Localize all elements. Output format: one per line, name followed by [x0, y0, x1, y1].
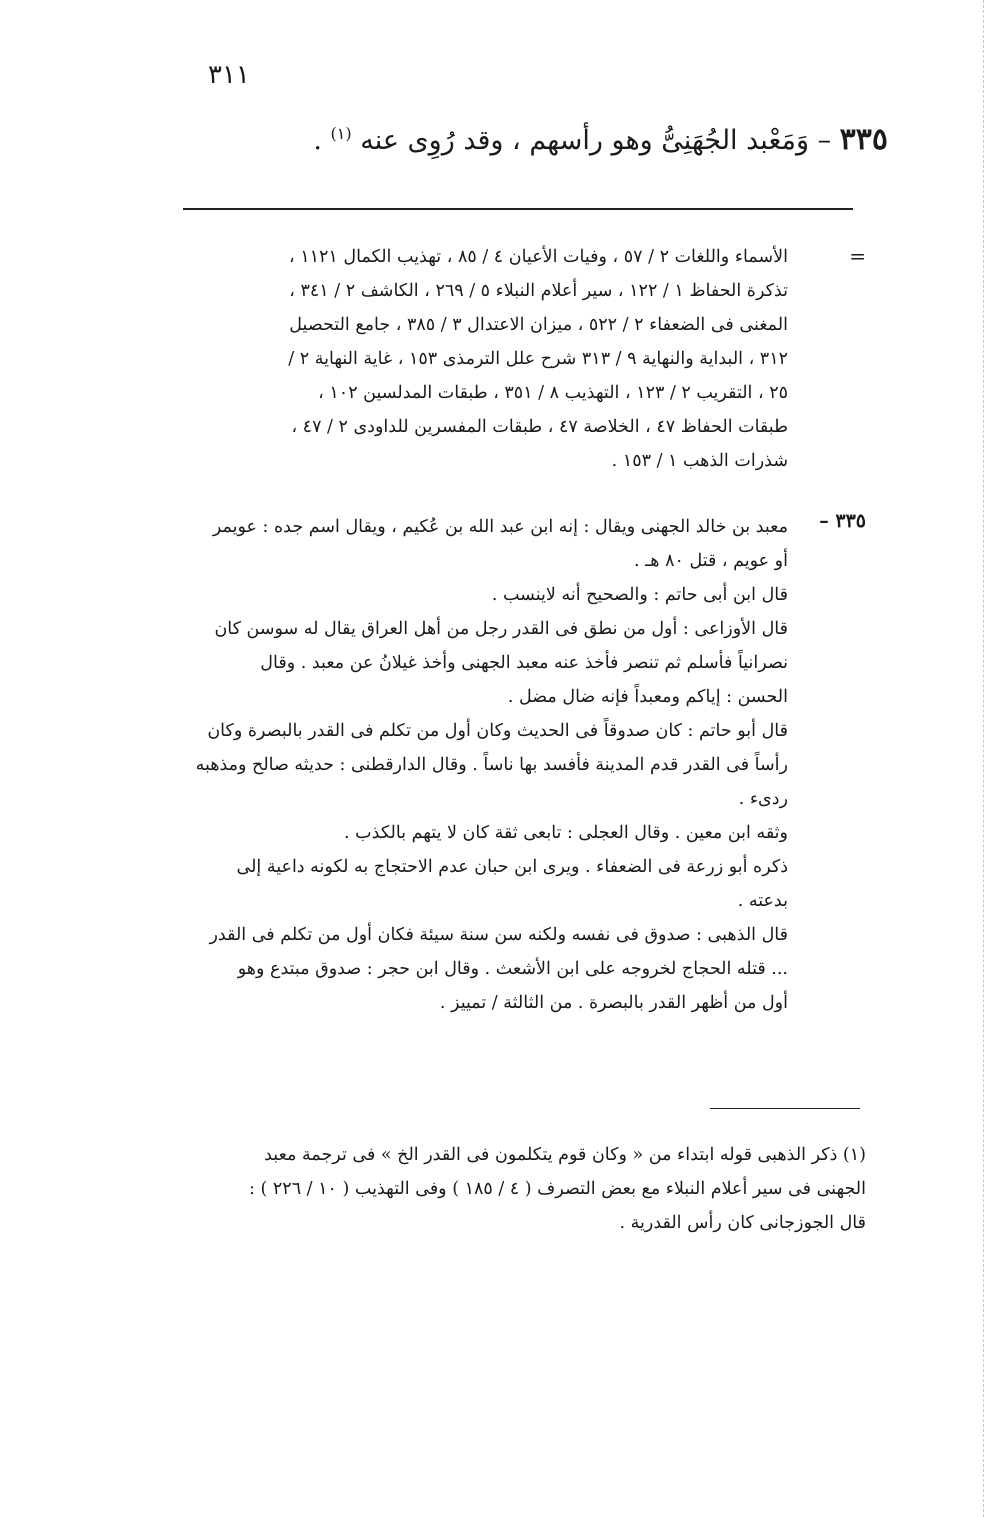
- references-block: [178, 240, 788, 478]
- main-text-divider: [183, 208, 853, 210]
- main-entry: [168, 122, 888, 157]
- footnote-divider: [710, 1108, 860, 1109]
- entry-number: ٣٣٥: [839, 122, 888, 157]
- biography-line: ... قتله الحجاج لخروجه على ابن الأشعث . وقال ابن حجر : صدوق مبتدع وهو: [237, 959, 788, 979]
- reference-line: ٢٥ ، التقريب ٢ / ١٢٣ ، التهذيب ٨ / ٣٥١ ، طبقات المدلسين ١٠٢ ،: [318, 383, 788, 403]
- footnote-line: قال الجوزجانى كان رأس القدرية .: [619, 1213, 866, 1233]
- biography-line: قال ابن أبى حاتم : والصحيح أنه لاينسب .: [491, 585, 788, 605]
- footnote-block: [176, 1138, 866, 1240]
- biography-line: معبد بن خالد الجهنى ويقال : إنه ابن عبد الله بن عُكيم ، ويقال اسم جده : عويمر: [212, 517, 788, 537]
- footnote-reference: (١): [330, 124, 352, 143]
- biography-block: [178, 510, 788, 1020]
- biography-line: نصرانياً فأسلم ثم تنصر فأخذ عنه معبد الجهنى وأخذ غيلانُ عن معبد . وقال: [260, 653, 788, 673]
- reference-line: تذكرة الحفاظ ١ / ١٢٢ ، سير أعلام النبلاء ٥ / ٢٦٩ ، الكاشف ٢ / ٣٤١ ،: [289, 281, 788, 301]
- entry-end: .: [313, 125, 331, 156]
- biography-line: ردىء .: [738, 789, 788, 809]
- entry-dash: –: [808, 125, 840, 156]
- reference-line: الأسماء واللغات ٢ / ٥٧ ، وفيات الأعيان ٤ / ٨٥ ، تهذيب الكمال ١١٢١ ،: [289, 247, 788, 267]
- biography-line: أول من أظهر القدر بالبصرة . من الثالثة / تمييز .: [439, 993, 788, 1013]
- reference-line: المغنى فى الضعفاء ٢ / ٥٢٢ ، ميزان الاعتدال ٣ / ٣٨٥ ، جامع التحصيل: [289, 315, 788, 335]
- biography-line: رأساً فى القدر قدم المدينة فأفسد بها ناساً . وقال الدارقطنى : حديثه صالح ومذهبه: [195, 755, 788, 775]
- reference-line: ٣١٢ ، البداية والنهاية ٩ / ٣١٣ شرح علل الترمذى ١٥٣ ، غاية النهاية ٢ /: [288, 349, 788, 369]
- biography-line: أو عويم ، قتل ٨٠ هـ .: [634, 551, 788, 571]
- entry-text: وَمَعْبد الجُهَنِىُّ وهو رأسهم ، وقد رُوِى عنه: [351, 125, 809, 156]
- biography-line: الحسن : إياكم ومعبداً فإنه ضال مضل .: [507, 687, 788, 707]
- biography-line: قال أبو حاتم : كان صدوقاً فى الحديث وكان أول من تكلم فى القدر بالبصرة وكان: [207, 721, 788, 741]
- bio-entry-number: ٣٣٥ –: [819, 510, 866, 532]
- page-number: ٣١١: [208, 60, 250, 90]
- continuation-mark: =: [849, 244, 866, 268]
- scan-edge-line: [983, 0, 984, 1517]
- footnote-line: الجهنى فى سير أعلام النبلاء مع بعض التصرف ( ٤ / ١٨٥ ) وفى التهذيب ( ١٠ / ٢٢٦ ) :: [249, 1179, 866, 1199]
- footnote-line: (١) ذكر الذهبى قوله ابتداء من « وكان قوم يتكلمون فى القدر الخ » فى ترجمة معبد: [264, 1145, 866, 1165]
- reference-line: طبقات الحفاظ ٤٧ ، الخلاصة ٤٧ ، طبقات المفسرين للداودى ٢ / ٤٧ ،: [291, 417, 788, 437]
- biography-line: ذكره أبو زرعة فى الضعفاء . ويرى ابن حبان عدم الاحتجاج به لكونه داعية إلى: [236, 857, 788, 877]
- reference-line: شذرات الذهب ١ / ١٥٣ .: [611, 451, 788, 471]
- biography-line: قال الذهبى : صدوق فى نفسه ولكنه سن سنة سيئة فكان أول من تكلم فى القدر: [209, 925, 788, 945]
- biography-line: بدعته .: [737, 891, 788, 911]
- biography-line: وثقه ابن معين . وقال العجلى : تابعى ثقة كان لا يتهم بالكذب .: [344, 823, 788, 843]
- biography-line: قال الأوزاعى : أول من نطق فى القدر رجل من أهل العراق يقال له سوسن كان: [214, 619, 788, 639]
